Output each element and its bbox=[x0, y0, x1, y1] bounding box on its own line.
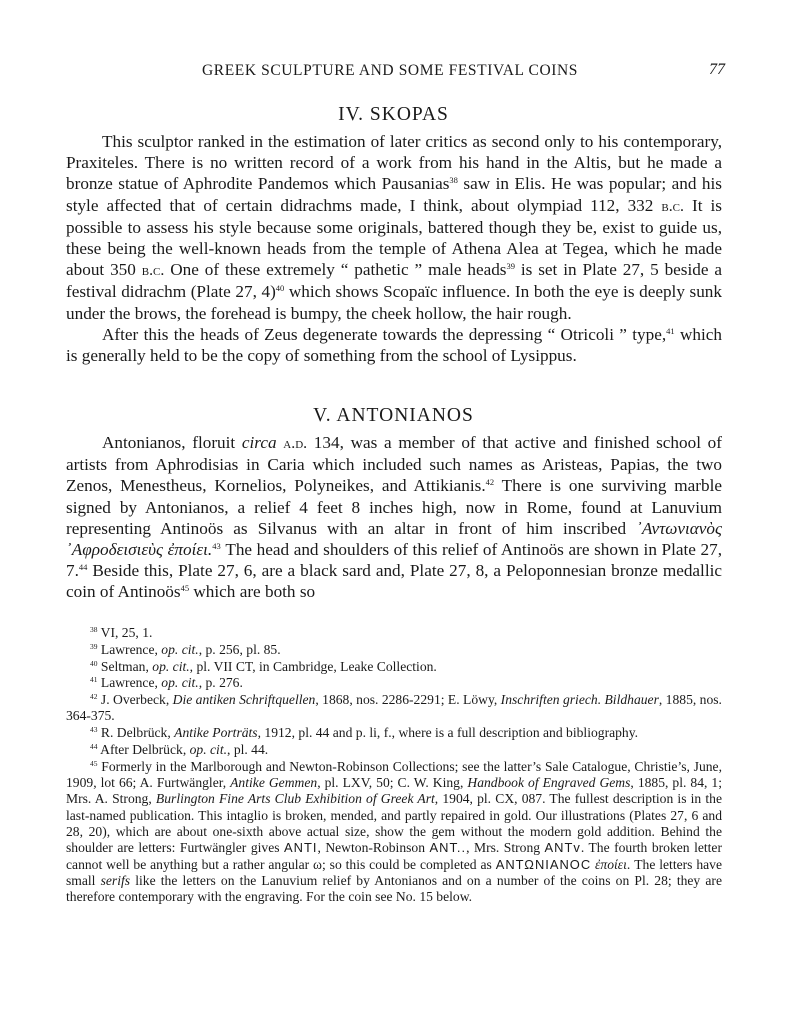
section-body-antonianos bbox=[66, 432, 722, 603]
text-run: It is possible to assess his style because some originals, battered though they be, exist to guide us, these being the well-known heads from the temple of Athena Alea at Tegea, which he made about 350 bbox=[66, 195, 722, 280]
text-run: 134, was a member of that active and finished school of artists from Aphrodisias in Caria which included such names as Aristeas, Papias, the two Zenos, Menestheus, Kornelios, Polyneikes, and Attikianis. bbox=[66, 433, 723, 496]
italic-text: Inschriften griech. Bildhauer bbox=[500, 692, 659, 708]
text-run: is set in Plate 27, 5 beside a festival didrachm (Plate 27, 4) bbox=[66, 260, 722, 302]
footnote-41 bbox=[66, 675, 722, 691]
small-caps-text: a.d. bbox=[283, 435, 308, 452]
text-run: One of these extremely “ pathetic ” male heads bbox=[164, 260, 507, 280]
footnote-number: 39 bbox=[90, 641, 98, 651]
footnote-45 bbox=[66, 759, 722, 906]
footnote-number: 38 bbox=[90, 625, 98, 634]
footnote-ref: 38 bbox=[449, 175, 458, 186]
italic-text: ἐποίει bbox=[595, 856, 627, 872]
footnote-number: 40 bbox=[90, 658, 98, 668]
italic-text: Burlington Fine Arts Club Exhibition of Greek Art bbox=[155, 791, 435, 807]
footnote-ref: 45 bbox=[180, 583, 190, 594]
text-run: Antonianos, floruit bbox=[102, 433, 242, 452]
text-run: saw in Elis. He was popular; and his style affected that of certain didrachms made, I think, about olympiad 112, 332 bbox=[66, 174, 722, 215]
footnote-ref: 40 bbox=[275, 283, 285, 294]
inscription-letters: ANTv bbox=[544, 840, 581, 856]
italic-text: op. cit. bbox=[161, 641, 199, 657]
footnote-number: 45 bbox=[90, 758, 98, 768]
footnote-number: 44 bbox=[90, 742, 98, 752]
italic-text: Die antiken Schriftquellen bbox=[172, 692, 316, 708]
text-run: Lawrence, bbox=[100, 675, 162, 691]
footnote-number: 41 bbox=[90, 675, 98, 685]
text-run: , 1904, pl. CX, 087. The fullest description is in the last-named publication. This intaglio is broken, mended, and partly repaired in gold. Our illustrations (Plates 27, 6 and 28, 20), which are about one-sixth above actual size, show the gem without the modern gold addition. Behind the shoulder are letters: Furtwängler gives bbox=[66, 791, 722, 856]
footnote-ref: 44 bbox=[78, 562, 88, 573]
italic-text: op. cit. bbox=[152, 658, 190, 674]
small-caps-text: b.c. bbox=[661, 197, 684, 215]
text-run: Formerly in the Marlborough and Newton-Robinson Collections; see the latter’s Sale Catalogue, Christie’s, June, 1909, lot 66; A. Furtwängler, bbox=[66, 758, 722, 791]
footnote-42 bbox=[66, 692, 722, 725]
text-run: , 1868, nos. 2286-2291; E. Löwy, bbox=[315, 692, 501, 708]
text-run: , 1885, nos. 364-375. bbox=[66, 692, 722, 724]
inscription-letters: ANT.. bbox=[429, 840, 467, 856]
running-head: GREEK SCULPTURE AND SOME FESTIVAL COINS bbox=[201, 62, 579, 79]
text-run: The head and shoulders of this relief of Antinoös are shown in Plate 27, 7. bbox=[66, 540, 722, 581]
italic-text: op. cit. bbox=[161, 675, 199, 691]
footnote-number: 43 bbox=[90, 725, 98, 735]
section-heading-antonianos: V. ANTONIANOS bbox=[313, 405, 474, 426]
text-run: R. Delbrück, bbox=[100, 725, 175, 741]
text-run: After Delbrück, bbox=[100, 742, 190, 758]
text-run: , pl. 44. bbox=[227, 742, 269, 758]
paragraph bbox=[66, 131, 722, 324]
text-run: Lawrence, bbox=[100, 641, 162, 657]
text-run: , pl. LXV, 50; C. W. King, bbox=[317, 775, 468, 791]
text-run: , p. 276. bbox=[198, 675, 243, 691]
footnote-ref: 42 bbox=[485, 477, 495, 488]
inscription-letters: ANTI bbox=[284, 840, 318, 856]
text-run: , Newton-Robinson bbox=[317, 840, 430, 856]
italic-text: serifs bbox=[100, 872, 131, 888]
text-run: J. Overbeck, bbox=[100, 692, 173, 708]
text-run: . The fourth broken letter cannot well be anything but a rather angular ω; so this could be completed as bbox=[66, 840, 722, 872]
italic-text: ᾿Αντωνιανὸς ᾿Αφροδεισιεὺς ἐποίει. bbox=[66, 518, 722, 560]
footnote-43 bbox=[66, 725, 722, 741]
text-run: , pl. VII CT, in Cambridge, Leake Collection. bbox=[189, 658, 437, 674]
text-run: Seltman, bbox=[100, 658, 153, 674]
footnote-ref: 43 bbox=[212, 541, 221, 552]
italic-text: Antike Gemmen bbox=[230, 775, 318, 791]
section-heading-skopas: IV. SKOPAS bbox=[338, 104, 449, 125]
inscription-letters: ΑΝΤΩΝΙΑΝΟC bbox=[495, 856, 592, 872]
text-run: which are both so bbox=[189, 582, 316, 602]
italic-text: Handbook of Engraved Gems bbox=[467, 775, 631, 791]
footnote-ref: 39 bbox=[506, 261, 515, 272]
text-run: . The letters have small bbox=[66, 856, 723, 888]
paragraph bbox=[66, 432, 722, 603]
small-caps-text: b.c. bbox=[141, 262, 165, 280]
section-body-skopas bbox=[66, 131, 722, 366]
italic-text: op. cit. bbox=[189, 742, 228, 758]
italic-text: circa bbox=[241, 433, 277, 452]
text-run: , p. 256, pl. 85. bbox=[198, 641, 281, 657]
text-run: , 1885, pl. 84, 1; Mrs. A. Strong, bbox=[66, 775, 722, 807]
footnote-44 bbox=[66, 742, 722, 758]
footnotes bbox=[66, 625, 722, 906]
text-run: , Mrs. Strong bbox=[466, 840, 545, 856]
footnote-38 bbox=[66, 625, 722, 641]
text-run: which shows Scopaïc influence. In both the eye is deeply sunk under the brows, the forehead is bumpy, the cheek hollow, the hair rough. bbox=[66, 282, 722, 323]
text-run: VI, 25, 1. bbox=[100, 625, 153, 640]
footnote-number: 42 bbox=[90, 692, 98, 702]
text-run: There is one surviving marble signed by Antonianos, a relief 4 feet 8 inches high, now in Rome, found at Lanuvium representing Antinoös as Silvanus with an altar in front of him inscribed bbox=[66, 476, 722, 538]
text-run: Beside this, Plate 27, 6, are a black sard and, Plate 27, 8, a Peloponnesian bronze medallic coin of Antinoös bbox=[66, 561, 722, 602]
footnote-40 bbox=[66, 659, 722, 675]
footnote-39 bbox=[66, 642, 722, 658]
text-run: which is generally held to be the copy of something from the school of Lysippus. bbox=[66, 324, 722, 366]
paragraph bbox=[66, 324, 722, 366]
footnote-ref: 41 bbox=[666, 325, 675, 336]
text-run: like the letters on the Lanuvium relief by Antonianos and on a number of the coins on Pl. 28; they are therefore contemporary with the engraving. For the coin see No. 15 below. bbox=[66, 872, 722, 905]
text-run: After this the heads of Zeus degenerate towards the depressing “ Otricoli ” type, bbox=[102, 324, 667, 344]
text-run: This sculptor ranked in the estimation of later critics as second only to his contemporary, Praxiteles. There is no written record of a work from his hand in the Altis, but he made a bronze statue of Aphrodite Pandemos which Pausanias bbox=[66, 132, 722, 194]
italic-text: Antike Porträts bbox=[174, 725, 258, 741]
text-run: , 1912, pl. 44 and p. li, f., where is a full description and bibliography. bbox=[257, 725, 639, 741]
page-number: 77 bbox=[709, 61, 725, 78]
